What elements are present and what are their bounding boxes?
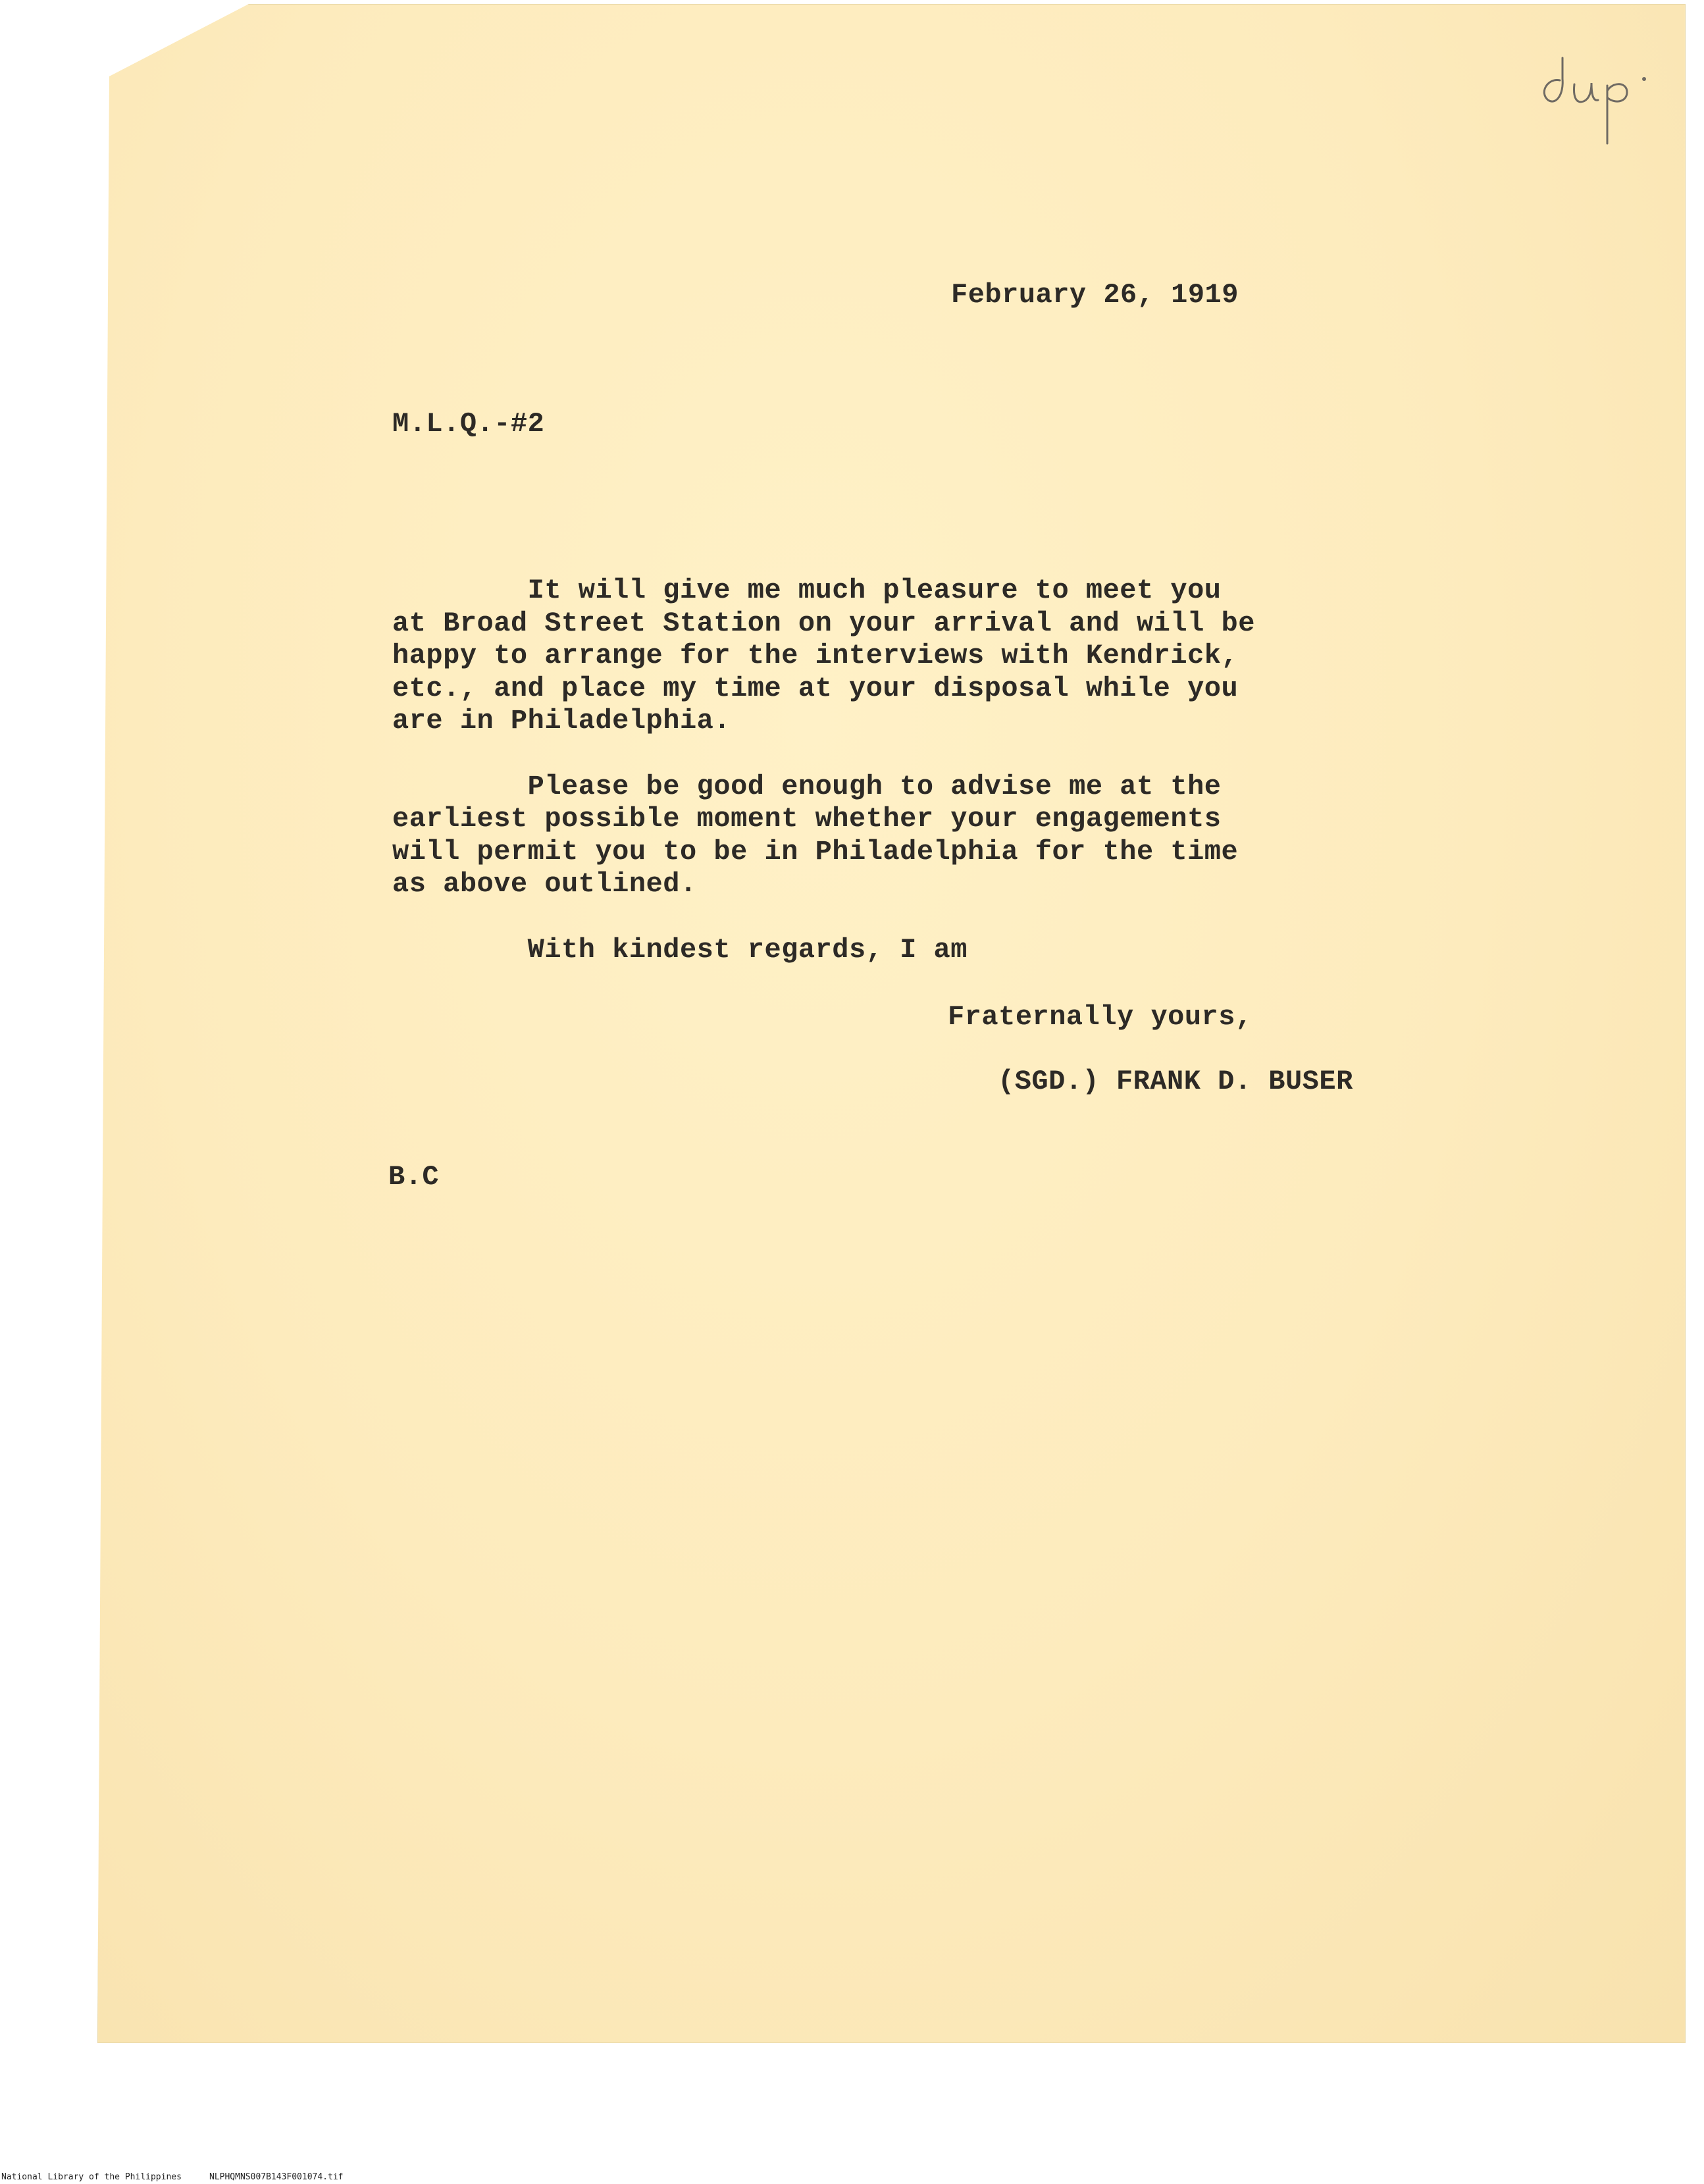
paragraph-1-line: etc., and place my time at your disposal while you [392,673,1239,704]
paragraph-1-line: at Broad Street Station on your arrival and will be [392,608,1255,639]
paragraph-2-line: Please be good enough to advise me at the [392,771,1222,802]
letter-reference: M.L.Q.-#2 [392,408,545,440]
typist-initials: B.C [388,1161,440,1193]
signature: (SGD.) FRANK D. BUSER [998,1066,1353,1097]
paragraph-1-line: happy to arrange for the interviews with Kendrick, [392,640,1239,671]
letter-date: February 26, 1919 [951,279,1239,311]
paragraph-2-line: as above outlined. [392,868,697,900]
paragraph-1-line: It will give me much pleasure to meet you [392,575,1222,606]
paragraph-2-line: will permit you to be in Philadelphia for the time [392,836,1239,868]
letter-sheet [97,4,1686,2043]
footer-library: National Library of the Philippines [1,2172,182,2182]
handwritten-dup-note [1534,53,1659,151]
salutation: Fraternally yours, [948,1001,1252,1033]
closing-line: With kindest regards, I am [392,934,968,966]
footer-file-id: NLPHQMNS007B143F001074.tif [209,2172,344,2182]
paragraph-1-line: are in Philadelphia. [392,705,731,737]
paragraph-2-line: earliest possible moment whether your engagements [392,803,1222,835]
